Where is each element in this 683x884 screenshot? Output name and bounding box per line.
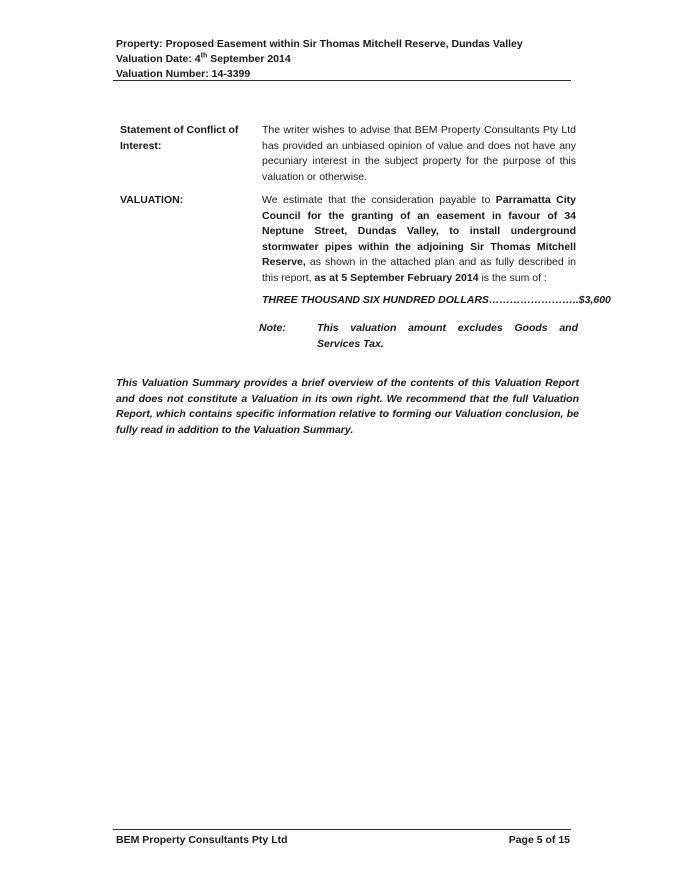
valuation-date — [116, 52, 571, 67]
header-divider — [113, 80, 571, 81]
valuation-number: Valuation Number: 14-3399 — [116, 68, 251, 80]
note-text: This valuation amount excludes Goods and Services Tax. — [317, 322, 578, 350]
valuation-amount: THREE THOUSAND SIX HUNDRED DOLLARS……………………..$3,600 — [262, 294, 611, 306]
note-label: Note: — [259, 322, 286, 334]
valuation-date-sup: th — [200, 52, 208, 60]
valuation-section — [120, 193, 578, 288]
footer-divider — [113, 829, 571, 830]
valuation-text-2: as shown in the attached plan and as fully described in this report, — [262, 256, 576, 284]
conflict-text: The writer wishes to advise that BEM Property Consultants Pty Ltd has provided an unbiased opinion of value and does not have any pecuniary interest in the subject property for the purpose of this valuation or otherwise. — [262, 124, 576, 183]
page-header — [116, 37, 571, 82]
valuation-bold-2: as at 5 September February 2014 — [314, 271, 479, 284]
valuation-label: VALUATION: — [120, 194, 184, 206]
conflict-section — [120, 123, 578, 183]
property-line: Property: Proposed Easement within Sir Thomas Mitchell Reserve, Dundas Valley — [116, 38, 523, 50]
valuation-text-3: is the sum of : — [478, 271, 547, 284]
valuation-text-1: We estimate that the consideration payable to — [262, 194, 496, 206]
valuation-text — [262, 193, 576, 286]
valuation-date-prefix: Valuation Date: 4 — [116, 53, 201, 65]
valuation-summary-disclaimer: This Valuation Summary provides a brief overview of the contents of this Valuation Report and does not constitute a Valuation in its own right. We recommend that the full Valuation Report, which contains specific information relative to forming our Valuation conclusion, be fully read in addition to the Valuation Summary. — [116, 377, 579, 436]
page-number: Page 5 of 15 — [508, 834, 570, 846]
valuation-date-suffix: September 2014 — [207, 53, 291, 65]
valuation-bold-1: Parramatta City Council for the granting of an easement in favour of 34 Neptune Street, Dundas Valley, to install underground stormwater pipes within the adjoining Sir Thomas Mitchell Reserve, — [262, 194, 576, 268]
footer-company: BEM Property Consultants Pty Ltd — [116, 834, 288, 846]
conflict-label: Statement of Conflict of Interest: — [120, 124, 239, 152]
